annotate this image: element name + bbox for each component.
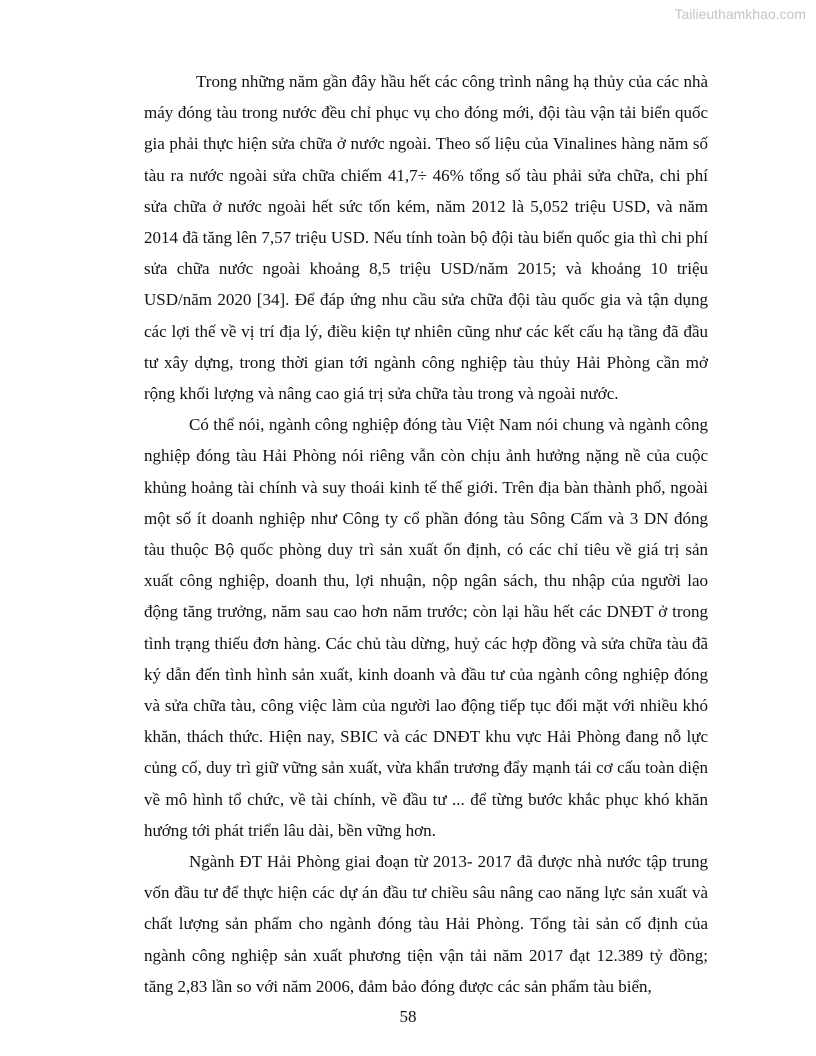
document-body (144, 66, 708, 1002)
watermark: Tailieuthamkhao.com (674, 6, 806, 22)
paragraph-crisis-impact: Có thể nói, ngành công nghiệp đóng tàu Việt Nam nói chung và ngành công nghiệp đóng tàu Hải Phòng nói riêng vẫn còn chịu ảnh hưởng nặng nề của cuộc khủng hoảng tài chính và suy thoái kinh tế thế giới. Trên địa bàn thành phố, ngoài một số ít doanh nghiệp như Công ty cổ phần đóng tàu Sông Cấm và 3 DN đóng tàu thuộc Bộ quốc phòng duy trì sản xuất ổn định, có các chỉ tiêu về giá trị sản xuất công nghiệp, doanh thu, lợi nhuận, nộp ngân sách, thu nhập của người lao động tăng trưởng, năm sau cao hơn năm trước; còn lại hầu hết các DNĐT ở trong tình trạng thiếu đơn hàng. Các chủ tàu dừng, huỷ các hợp đồng và sửa chữa tàu đã ký dẫn đến tình hình sản xuất, kinh doanh và đầu tư của ngành công nghiệp đóng và sửa chữa tàu, công việc làm của người lao động tiếp tục đối mặt với nhiều khó khăn, thách thức. Hiện nay, SBIC và các DNĐT khu vực Hải Phòng đang nỗ lực củng cố, duy trì giữ vững sản xuất, vừa khẩn trương đẩy mạnh tái cơ cấu toàn diện về mô hình tổ chức, về tài chính, về đầu tư ... để từng bước khắc phục khó khăn hướng tới phát triển lâu dài, bền vững hơn. (144, 415, 708, 840)
paragraph-ship-repair: Trong những năm gần đây hầu hết các công trình nâng hạ thủy của các nhà máy đóng tàu trong nước đều chỉ phục vụ cho đóng mới, đội tàu vận tải biển quốc gia phải thực hiện sửa chữa ở nước ngoài. Theo số liệu của Vinalines hàng năm số tàu ra nước ngoài sửa chữa chiếm 41,7÷ 46% tổng số tàu phải sửa chữa, chi phí sửa chữa ở nước ngoài hết sức tốn kém, năm 2012 là 5,052 triệu USD, và năm 2014 đã tăng lên 7,57 triệu USD. Nếu tính toàn bộ đội tàu biển quốc gia thì chi phí sửa chữa nước ngoài khoảng 8,5 triệu USD/năm 2015; và khoảng 10 triệu USD/năm 2020 [34]. Để đáp ứng nhu cầu sửa chữa đội tàu quốc gia và tận dụng các lợi thế về vị trí địa lý, điều kiện tự nhiên cũng như các kết cấu hạ tầng đã đầu tư xây dựng, trong thời gian tới ngành công nghiệp tàu thủy Hải Phòng cần mở rộng khối lượng và nâng cao giá trị sửa chữa tàu trong và ngoài nước. (144, 72, 708, 404)
paragraph-investment: Ngành ĐT Hải Phòng giai đoạn từ 2013- 2017 đã được nhà nước tập trung vốn đầu tư để thực hiện các dự án đầu tư chiều sâu nâng cao năng lực sản xuất và chất lượng sản phẩm cho ngành đóng tàu Hải Phòng. Tổng tài sản cố định của ngành công nghiệp sản xuất phương tiện vận tải năm 2017 đạt 12.389 tỷ đồng; tăng 2,83 lần so với năm 2006, đảm bảo đóng được các sản phẩm tàu biển, (144, 852, 708, 996)
page-number: 58 (399, 1007, 417, 1026)
